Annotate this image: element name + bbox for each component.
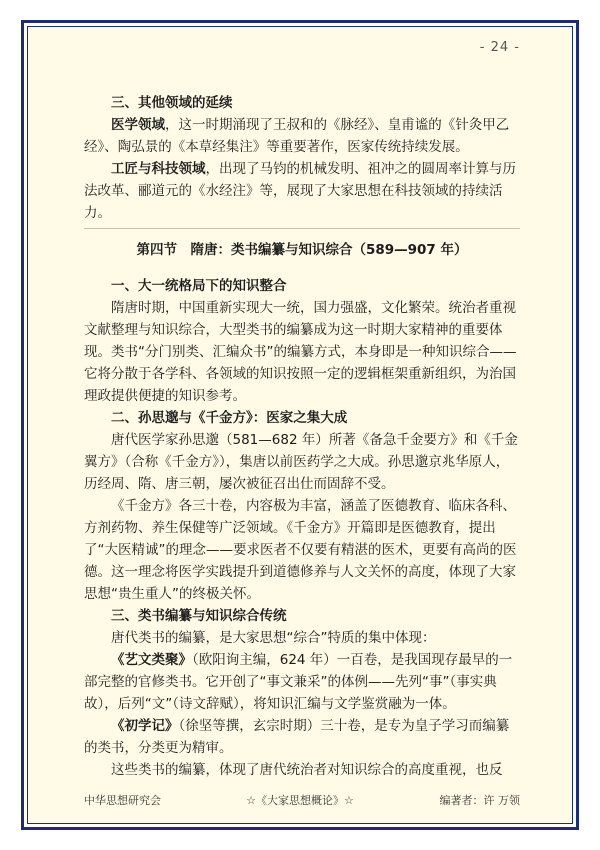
text-medicine: ，这一时期涌现了王叔和的《脉经》、皇甫谧的《针灸甲乙经》、陶弘景的《本草经集注》等重要著作，医家传统持续发展。 (84, 117, 510, 155)
document-body (84, 92, 520, 781)
section-divider (84, 228, 520, 229)
book-yiwenleiju: 《艺文类聚》 (111, 652, 192, 668)
footer-book-title: ☆《大家思想概论》☆ (246, 794, 354, 807)
paragraph-conclusion: 这些类书的编纂，体现了唐代统治者对知识综合的高度重视，也反 (111, 762, 503, 778)
text-chuxueji: （徐坚等撰，玄宗时期）三十卷，是专为皇子学习而编纂的类书，分类更为精审。 (84, 718, 510, 756)
heading-other-fields: 三、其他领域的延续 (111, 95, 233, 111)
paragraph-qianjinfang: 《千金方》各三十卷，内容极为丰富，涵盖了医德教育、临床各科、方剂药物、养生保健等广泛领域。《千金方》开篇即是医德教育，提出了“大医精诚”的理念——要求医者不仅要有精湛的医术，更要有高尚的医德。这一理念将医学实践提升到道德修养与人文关怀的高度，体现了大家思想“贵生重人”的终极关怀。 (84, 498, 517, 602)
paragraph-sui-tang: 隋唐时期，中国重新实现大一统，国力强盛，文化繁荣。统治者重视文献整理与知识综合，大型类书的编纂成为这一时期大家精神的重要体现。类书“分门别类、汇编众书”的编纂方式，本身即是一种知识综合——它将分散于各学科、各领域的知识按照一定的逻辑框架重新组织，为治国理政提供便捷的知识参考。 (84, 300, 517, 404)
page-footer (0, 788, 600, 808)
footer-organization: 中华思想研究会 (84, 794, 161, 807)
lead-medicine: 医学领域 (111, 117, 165, 133)
section-title: 第四节 隋唐：类书编纂与知识综合（589—907 年） (136, 242, 468, 258)
footer-author: 编著者：许 万领 (439, 794, 520, 807)
heading-sun-simiao: 二、孙思邈与《千金方》：医家之集大成 (111, 410, 348, 426)
lead-tech: 工匠与科技领域 (111, 161, 206, 177)
text-tech: ，出现了马钧的机械发明、祖冲之的圆周率计算与历法改革、郦道元的《水经注》等，展现了大家思想在科技领域的持续活力。 (84, 161, 516, 221)
paragraph-tech (84, 158, 520, 224)
page-number: - 24 - (479, 40, 520, 55)
paragraph-leishu-intro: 唐代类书的编纂，是大家思想“综合”特质的集中体现： (111, 630, 436, 646)
heading-knowledge-integration: 一、大一统格局下的知识整合 (111, 278, 287, 294)
heading-leishu: 三、类书编纂与知识综合传统 (111, 608, 287, 624)
text-yiwenleiju: （欧阳询主编，624 年）一百卷，是我国现存最早的一部完整的官修类书。它开创了“事文兼采”的体例——先列“事”（事实典故），后列“文”（诗文辞赋），将知识汇编与文学鉴赏融为一体。 (84, 652, 513, 712)
paragraph-chuxueji (84, 715, 520, 759)
paragraph-sun-simiao-bio: 唐代医学家孙思邈（581—682 年）所著《备急千金要方》和《千金翼方》（合称《千金方》），集唐以前医药学之大成。孙思邈京兆华原人，历经周、隋、唐三朝，屡次被征召出仕而固辞不受。 (84, 432, 518, 492)
paragraph-medicine (84, 114, 520, 158)
paragraph-yiwenleiju (84, 649, 520, 715)
book-chuxueji: 《初学记》 (111, 718, 179, 734)
